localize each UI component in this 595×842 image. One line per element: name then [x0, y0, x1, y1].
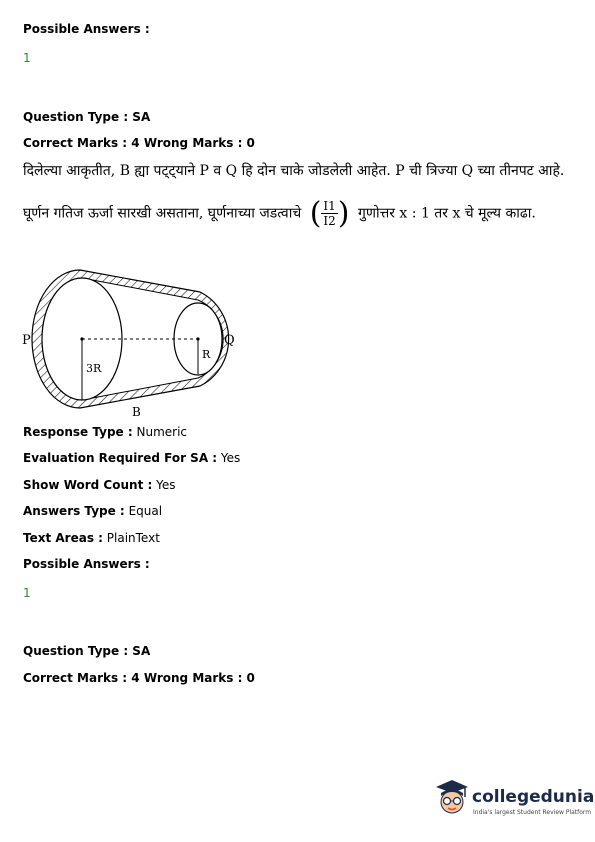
- logo-name: collegedunia: [472, 787, 595, 807]
- possible-answers-label: Possible Answers :: [23, 22, 150, 36]
- label-p: P: [22, 333, 31, 348]
- evaluation-row: Evaluation Required For SA : Yes: [23, 451, 241, 465]
- possible-answer-value: 1: [23, 51, 31, 65]
- text-areas-row: Text Areas : PlainText: [23, 531, 160, 545]
- next-question-type-label: Question Type : SA: [23, 644, 151, 658]
- question-text-line2-before: घूर्णन गतिज ऊर्जा सारखी असताना, घूर्णनाच्या जडत्वाचे: [23, 205, 302, 222]
- belt-pulley-figure: [20, 262, 250, 420]
- label-q: Q: [224, 333, 235, 348]
- collegedunia-logo: [432, 776, 595, 820]
- response-type-row: Response Type : Numeric: [23, 425, 188, 439]
- inertia-ratio-fraction: ( $\frac{I1}{I2}$ ): [309, 196, 350, 231]
- fraction-denominator: I2: [323, 214, 336, 228]
- question-type-label: Question Type : SA: [23, 110, 151, 124]
- question-text-line1: दिलेल्या आकृतीत, B ह्या पट्ट्याने P व Q हि दोन चाके जोडलेली आहेत. P ची त्रिज्या Q च्या तीनपट आहे.: [23, 163, 565, 179]
- question-text-line2: [23, 196, 536, 231]
- question-text-line2-after: गुणोत्तर x : 1 तर x चे मूल्य काढा.: [357, 205, 536, 222]
- label-3r: 3R: [86, 362, 102, 375]
- next-marks-label: Correct Marks : 4 Wrong Marks : 0: [23, 671, 255, 685]
- logo-tagline: India's largest Student Review Platform: [473, 809, 592, 816]
- possible-answers-label-2: Possible Answers :: [23, 557, 150, 571]
- possible-answer-value-2: 1: [23, 586, 31, 600]
- word-count-row: Show Word Count : Yes: [23, 478, 176, 492]
- student-mascot-icon: [432, 778, 470, 818]
- label-b: B: [132, 405, 141, 419]
- answers-type-row: Answers Type : Equal: [23, 504, 163, 518]
- fraction-numerator: I1: [323, 199, 336, 213]
- marks-label: Correct Marks : 4 Wrong Marks : 0: [23, 136, 255, 150]
- label-r: R: [202, 348, 211, 361]
